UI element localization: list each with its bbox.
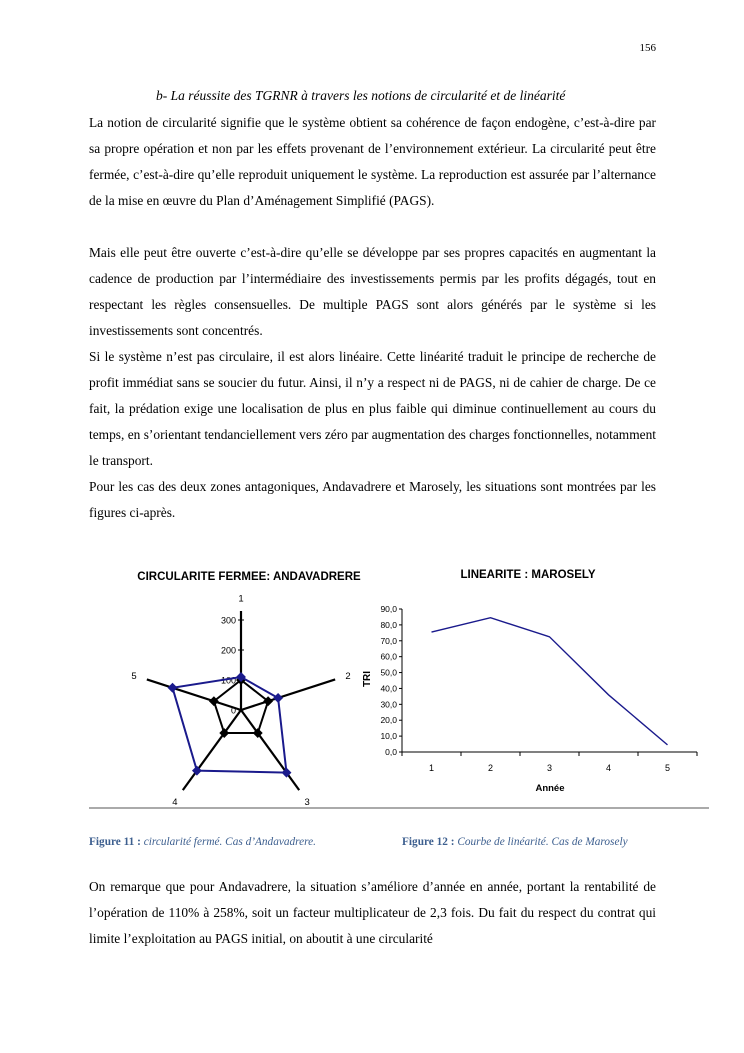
y-tick-label: 60,0 (380, 651, 397, 662)
figure-11-text: circularité fermé. Cas d’Andavadrere. (143, 836, 316, 848)
radar-axis-label: 5 (131, 671, 137, 683)
radar-title: CIRCULARITE FERMEE: ANDAVADRERE (137, 571, 361, 583)
x-tick-label: 2 (487, 763, 494, 773)
y-tick-label: 70,0 (380, 635, 397, 646)
radar-tick-label: 100 (220, 675, 236, 686)
figures-area (89, 552, 709, 814)
section-heading: b- La réussite des TGRNR à travers les notions de circularité et de linéarité (156, 88, 566, 103)
y-tick-label: 80,0 (380, 619, 397, 630)
line-chart (362, 569, 697, 794)
paragraph-figures-intro: Pour les cas des deux zones antagoniques, Andavadrere et Marosely, les situations sont montrées par les figures ci-après. (89, 479, 656, 520)
radar-axis-label: 3 (304, 797, 310, 809)
x-tick-label: 5 (664, 763, 671, 773)
radar-tick-label: 300 (220, 615, 236, 626)
figure-12-text: Courbe de linéarité. Cas de Marosely (457, 836, 628, 848)
radar-marker (273, 693, 283, 703)
paragraph-open-circularity: Mais elle peut être ouverte c’est-à-dire qu’elle se développe par ses propres capacités en augmentant la cadence de production par l’intermédiaire des investissements permis par les profits dégagés, tout en respectant les règles consensuelles. De multiple PAGS sont alors générés par le système si les investissements sont concentrés. (89, 245, 656, 338)
y-tick-label: 20,0 (380, 715, 397, 726)
radar-tick-label: 0 (230, 705, 236, 716)
y-tick-label: 50,0 (380, 667, 397, 678)
paragraph-circularity-definition: La notion de circularité signifie que le système obtient sa cohérence de façon endogène, c’est-à-dire par sa propre opération et non par les effets provenant de l’environnement extérieur. La circularité peut être fermée, c’est-à-dire qu’elle reproduit uniquement le système. La reproduction est assurée par l’alternance de la mise en œuvre du Plan d’Aménagement Simplifié (PAGS). (89, 115, 656, 208)
radar-axis-label: 4 (172, 797, 178, 809)
figure-12-label: Figure 12 : (402, 836, 455, 848)
figure-12-caption (402, 836, 628, 848)
y-axis-label: TRI (362, 670, 373, 688)
x-tick-label: 3 (546, 763, 553, 773)
y-tick-label: 40,0 (380, 683, 397, 694)
line-chart-title: LINEARITE : MAROSELY (460, 569, 596, 581)
radar-marker (168, 683, 178, 693)
y-tick-label: 30,0 (380, 699, 397, 710)
x-tick-label: 4 (605, 763, 612, 773)
paragraph-linearity: Si le système n’est pas circulaire, il est alors linéaire. Cette linéarité traduit le principe de recherche de profit immédiat sans se soucier du futur. Ainsi, il n’y a respect ni de PAGS, ni de cahier de charge. De ce fait, la prédation exige une localisation de plus en plus faible qui diminue continuellement au cours du temps, en s’orientant tendanciellement vers zéro par augmentation des charges fonctionnelles, notamment le transport. (89, 349, 656, 468)
x-tick-label: 1 (428, 763, 435, 773)
x-axis-label: Année (535, 783, 565, 794)
line-series-TRI (432, 618, 668, 745)
page-number: 156 (639, 42, 656, 54)
radar-axis-label: 1 (238, 593, 244, 605)
paragraph-andavadrere-analysis: On remarque que pour Andavadrere, la situation s’améliore d’année en année, portant la rentabilité de l’opération de 110% à 258%, soit un facteur multiplicateur de 2,3 fois. Du fait du respect du contrat qui limite l’exploitation au PAGS initial, on aboutit à une circularité (89, 879, 656, 946)
y-tick-label: 90,0 (380, 604, 397, 614)
y-tick-label: 10,0 (380, 731, 397, 742)
radar-axis-line (241, 710, 299, 790)
radar-axis-label: 2 (345, 671, 351, 683)
y-tick-label: 0,0 (385, 747, 397, 757)
figure-11-label: Figure 11 : (89, 836, 141, 848)
radar-tick-label: 200 (220, 645, 236, 656)
radar-chart (131, 571, 361, 808)
figure-11-caption (89, 836, 316, 848)
